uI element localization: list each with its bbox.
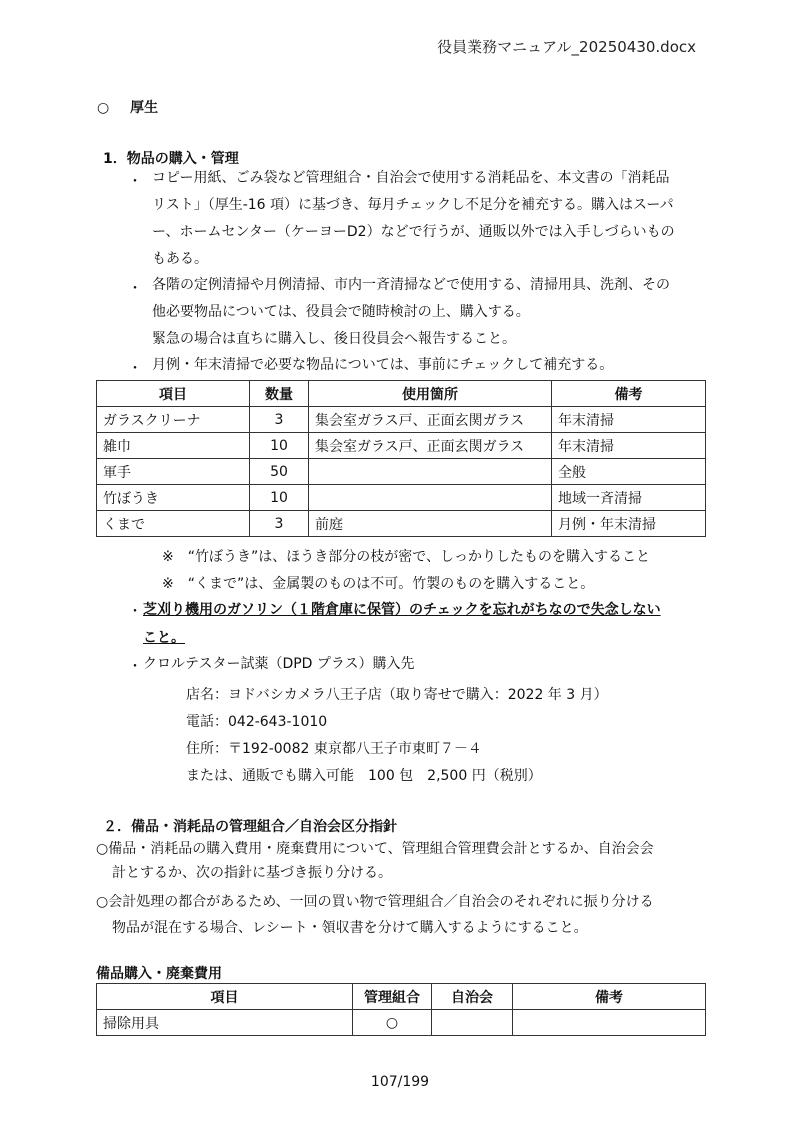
col-header-remarks: 備考 bbox=[552, 381, 706, 407]
col-header-management: 管理組合 bbox=[353, 984, 432, 1010]
bullet1-line2: リスト」（厚生-16 項）に基づき、毎月チェックし不足分を補充する。購入はスーパ bbox=[152, 197, 674, 213]
table-cell: 前庭 bbox=[309, 511, 552, 537]
supplies-table bbox=[96, 380, 706, 537]
table-cell: 掃除用具 bbox=[97, 1010, 353, 1036]
bullet1-line4: もある。 bbox=[152, 251, 208, 267]
table-row bbox=[97, 485, 706, 511]
bullet2-line3: 緊急の場合は直ちに購入し、後日役員会へ報告すること。 bbox=[152, 331, 516, 347]
table-cell: くまで bbox=[97, 511, 250, 537]
bullet-dot-icon: ・ bbox=[128, 659, 142, 675]
bullet-dot-icon: ・ bbox=[128, 174, 142, 190]
table-cell: 集会室ガラス戸、正面玄関ガラス bbox=[309, 433, 552, 459]
table-cell: 年末清掃 bbox=[552, 407, 706, 433]
gasoline-warning-line1: 芝刈り機用のガソリン（１階倉庫に保管）のチェックを忘れがちなので失念しない bbox=[143, 602, 661, 618]
bullet2-line1: 各階の定例清掃や月例清掃、市内一斉清掃などで使用する、清掃用具、洗剤、その bbox=[152, 277, 670, 293]
page-number: 107/199 bbox=[370, 1074, 430, 1090]
guideline-p2-line2: 物品が混在する場合、レシート・領収書を分けて購入するようにすること。 bbox=[112, 920, 588, 936]
bullet1-line1: コピー用紙、ごみ袋など管理組合・自治会で使用する消耗品を、本文書の「消耗品 bbox=[152, 170, 670, 186]
note-rake: ※ “くまで”は、金属製のものは不可。竹製のものを購入すること。 bbox=[162, 576, 595, 592]
table-cell bbox=[432, 1010, 513, 1036]
table-cell: 50 bbox=[250, 459, 309, 485]
heading-1: 1．物品の購入・管理 bbox=[103, 151, 239, 167]
chlor-phone: 電話：042-643-1010 bbox=[186, 714, 328, 730]
table-row bbox=[97, 459, 706, 485]
table-cell: 雑巾 bbox=[97, 433, 250, 459]
table-cell: 3 bbox=[250, 407, 309, 433]
bullet1-line3: ー、ホームセンター（ケーヨーD2）などで行うが、通販以外では入手しづらいもの bbox=[152, 224, 675, 240]
note-bamboo-broom: ※ “竹ぼうき”は、ほうき部分の枝が密で、しっかりしたものを購入すること bbox=[162, 549, 650, 565]
section-title bbox=[97, 97, 158, 117]
section-title-text: 厚生 bbox=[130, 100, 159, 116]
circle-marker: ○ bbox=[97, 100, 110, 116]
heading-2: ２．備品・消耗品の管理組合／自治会区分指針 bbox=[103, 819, 397, 835]
chlor-tester-title: クロルテスター試薬（DPD プラス）購入先 bbox=[143, 656, 415, 672]
table-cell: ○ bbox=[353, 1010, 432, 1036]
guideline-p1-line1: ○備品・消耗品の購入費用・廃棄費用について、管理組合管理費会計とするか、自治会会 bbox=[96, 841, 654, 857]
table-cell: 10 bbox=[250, 433, 309, 459]
col-header-item: 項目 bbox=[97, 984, 353, 1010]
equipment-table-title: 備品購入・廃棄費用 bbox=[96, 966, 222, 982]
col-header-residents: 自治会 bbox=[432, 984, 513, 1010]
chlor-alt-purchase: または、通販でも購入可能 100 包 2,500 円（税別） bbox=[186, 768, 542, 784]
document-filename: 役員業務マニュアル_20250430.docx bbox=[437, 38, 696, 56]
table-cell: 3 bbox=[250, 511, 309, 537]
table-cell: 集会室ガラス戸、正面玄関ガラス bbox=[309, 407, 552, 433]
table-row bbox=[97, 511, 706, 537]
bullet-dot-icon: ・ bbox=[128, 361, 142, 377]
col-header-item: 項目 bbox=[97, 381, 250, 407]
table-cell: 竹ぼうき bbox=[97, 485, 250, 511]
table-row bbox=[97, 407, 706, 433]
table-header-row bbox=[97, 984, 706, 1010]
chlor-shop: 店名：ヨドバシカメラ八王子店（取り寄せで購入：2022 年 3 月） bbox=[186, 687, 608, 703]
chlor-address: 住所：〒192-0082 東京都八王子市東町７－４ bbox=[186, 741, 482, 757]
table-row bbox=[97, 1010, 706, 1036]
table-cell: 全般 bbox=[552, 459, 706, 485]
col-header-qty: 数量 bbox=[250, 381, 309, 407]
col-header-location: 使用箇所 bbox=[309, 381, 552, 407]
guideline-p2-line1: ○会計処理の都合があるため、一回の買い物で管理組合／自治会のそれぞれに振り分ける bbox=[96, 894, 654, 910]
guideline-p1-line2: 計とするか、次の指針に基づき振り分ける。 bbox=[112, 865, 392, 881]
col-header-remarks: 備考 bbox=[513, 984, 706, 1010]
table-cell: 地域一斉清掃 bbox=[552, 485, 706, 511]
table-cell: 10 bbox=[250, 485, 309, 511]
table-cell: 月例・年末清掃 bbox=[552, 511, 706, 537]
table-cell bbox=[309, 459, 552, 485]
table-row bbox=[97, 433, 706, 459]
equipment-cost-table bbox=[96, 983, 706, 1036]
table-cell bbox=[309, 485, 552, 511]
table-cell: 軍手 bbox=[97, 459, 250, 485]
table-cell bbox=[513, 1010, 706, 1036]
table-header-row bbox=[97, 381, 706, 407]
gasoline-warning-line2: こと。 bbox=[143, 630, 185, 646]
bullet3-line1: 月例・年末清掃で必要な物品については、事前にチェックして補充する。 bbox=[152, 357, 614, 373]
bullet-dot-icon: ・ bbox=[128, 604, 142, 620]
bullet-dot-icon: ・ bbox=[128, 281, 142, 297]
table-cell: ガラスクリーナ bbox=[97, 407, 250, 433]
bullet2-line2: 他必要物品については、役員会で随時検討の上、購入する。 bbox=[152, 304, 530, 320]
table-cell: 年末清掃 bbox=[552, 433, 706, 459]
